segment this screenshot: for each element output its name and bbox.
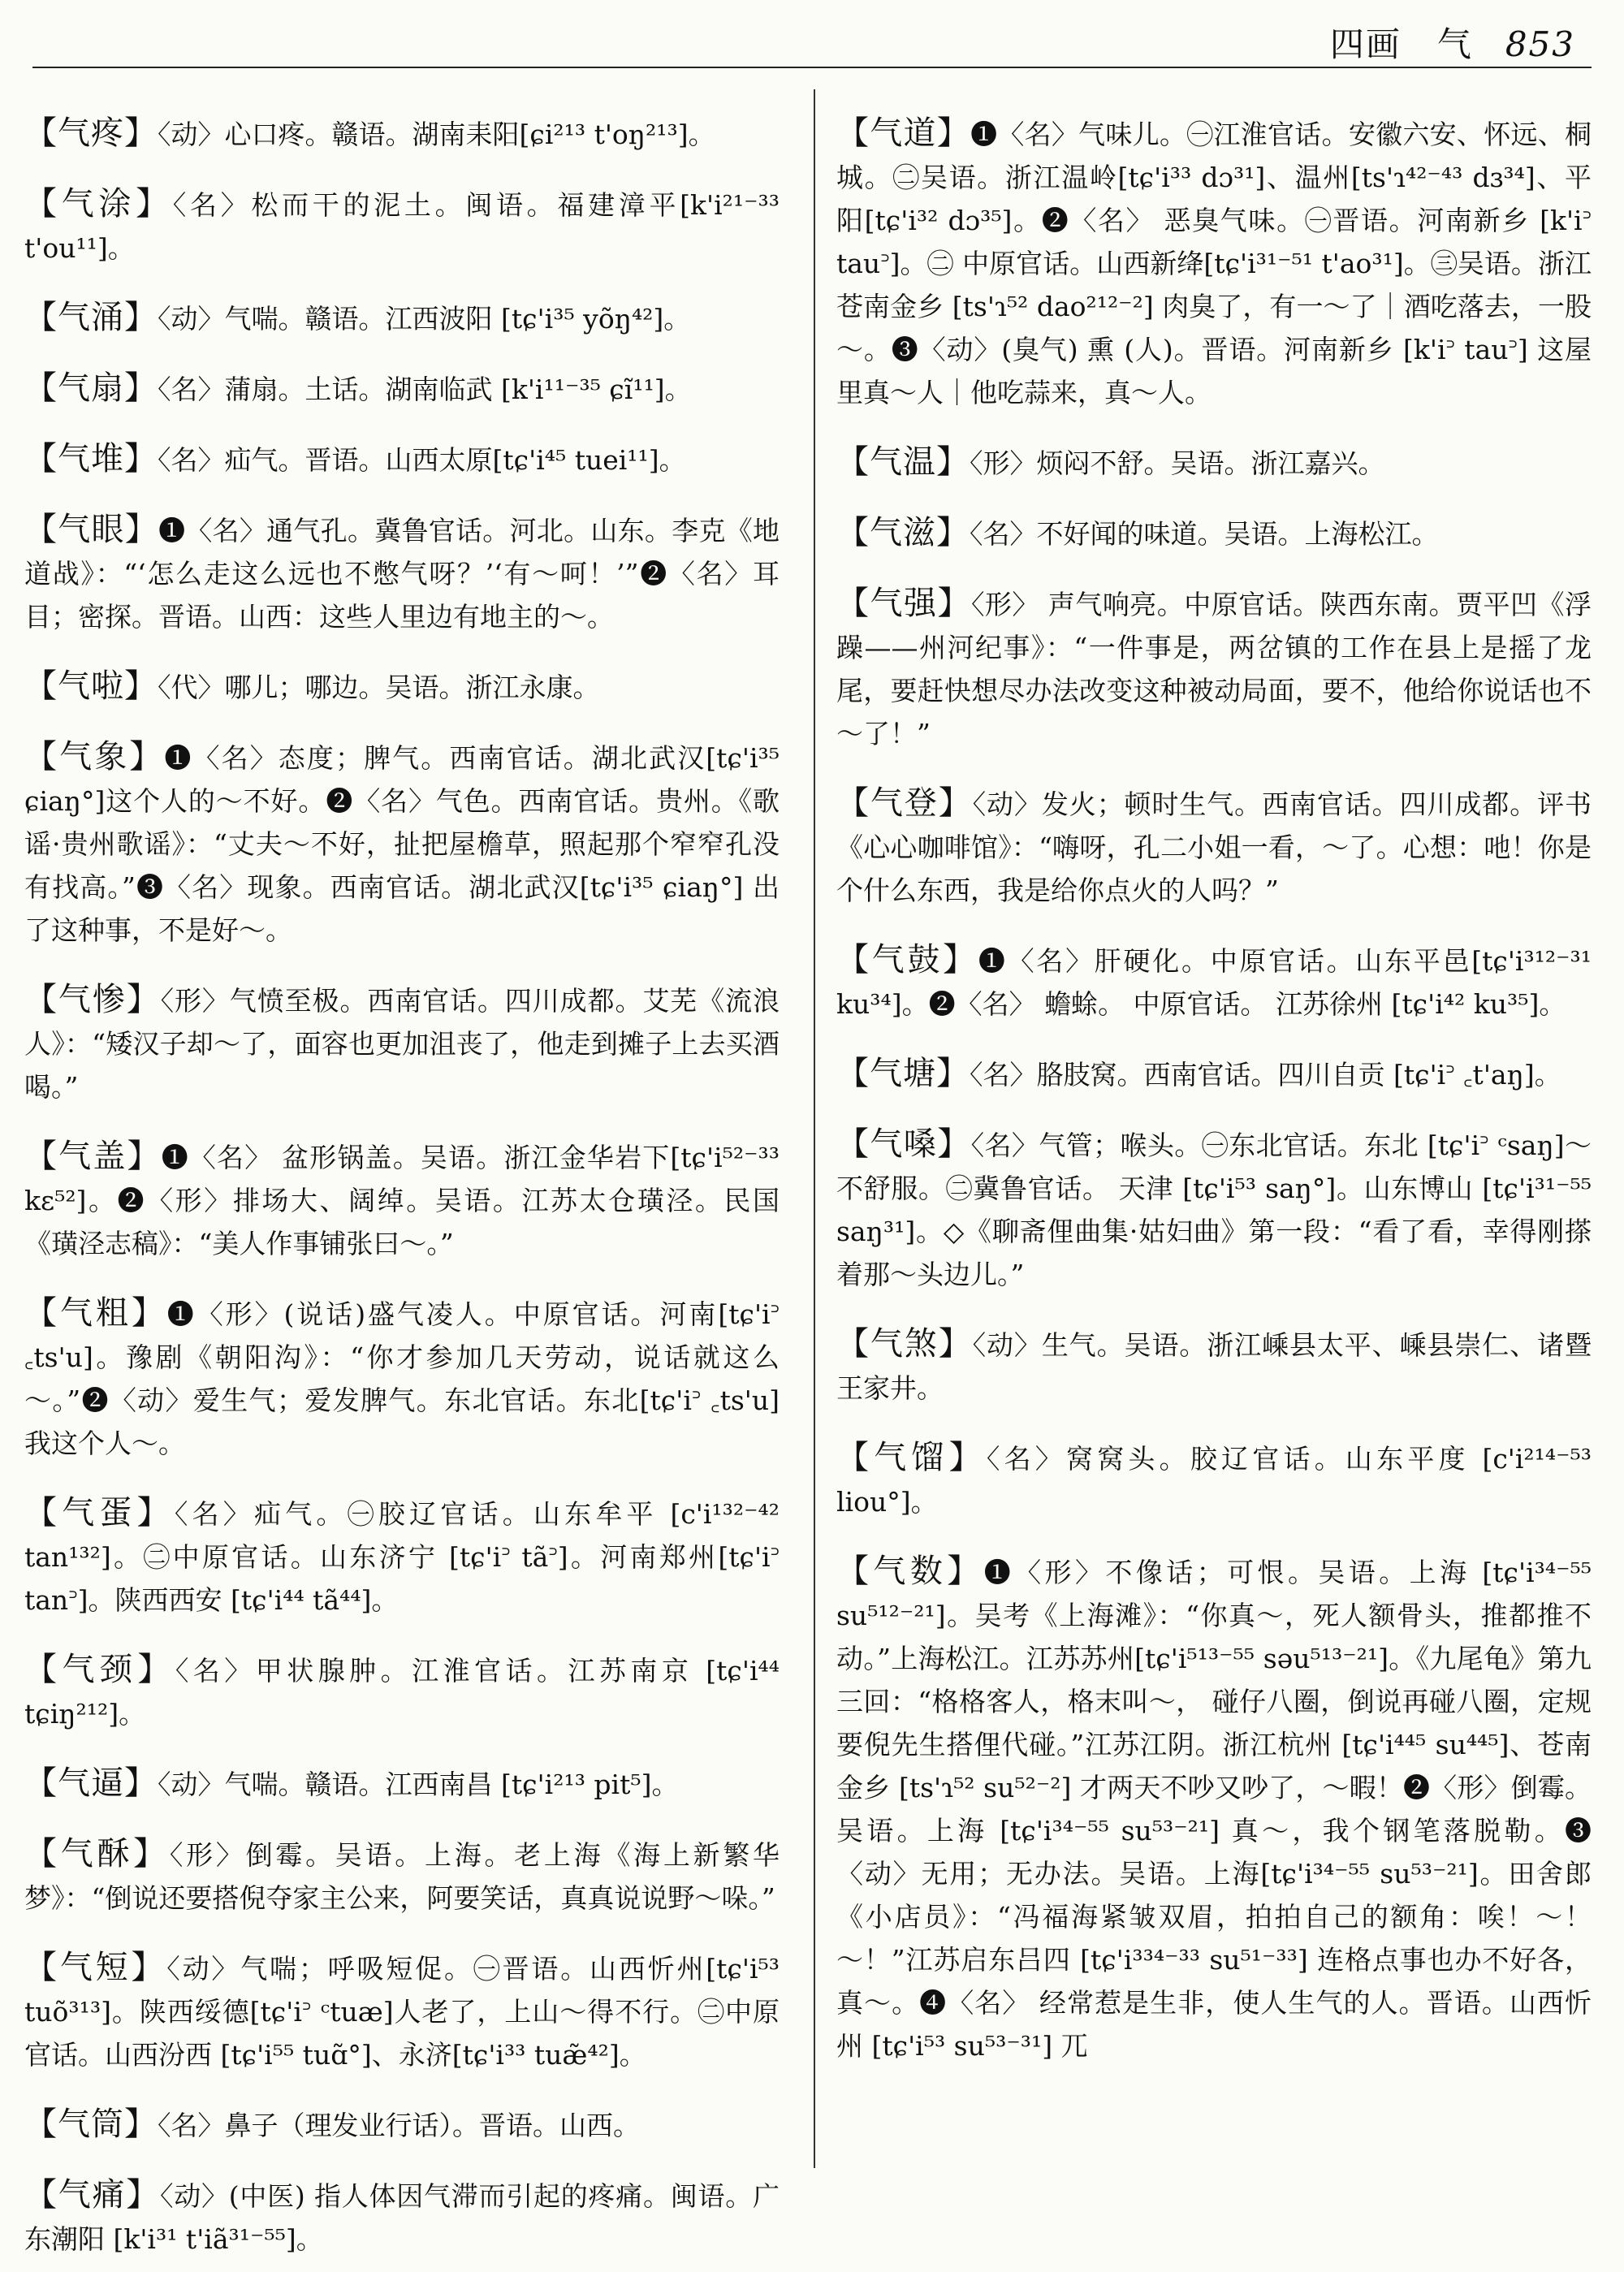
entry-definition: 〈名〉甲状腺肿。江淮官话。江苏南京 [tɕ'i⁴⁴ tɕiŋ²¹²]。 [24, 1655, 780, 1730]
dictionary-entry [836, 1550, 1592, 2067]
entry-definition: 〈动〉(中医) 指人体因气滞而引起的疼痛。闽语。广东潮阳 [k'i³¹ t'iã³¹⁻⁵⁵]。 [24, 2180, 780, 2255]
dictionary-entry [24, 1292, 780, 1465]
entry-headword: 【气象】 [24, 738, 165, 775]
entry-definition: 〈形〉气愤至极。西南官话。四川成都。艾芜《流浪人》：“矮汉子却～了，面容也更加沮丧了，他走到摊子上去买酒喝。” [24, 985, 780, 1103]
dictionary-entry [836, 1123, 1592, 1296]
entry-headword: 【气蛋】 [24, 1494, 175, 1531]
dictionary-entry [24, 1135, 780, 1265]
entry-definition: 〈名〉胳肢窝。西南官话。四川自贡 [tɕ'i꜄ ꜀t'aŋ]。 [970, 1059, 1561, 1091]
entry-definition: 〈动〉气喘。赣语。江西南昌 [tɕ'i²¹³ pit⁵]。 [158, 1769, 679, 1800]
dictionary-entry [836, 112, 1592, 414]
entry-headword: 【气嗓】 [836, 1125, 971, 1163]
entry-headword: 【气强】 [836, 585, 971, 622]
entry-definition: ❶〈名〉肝硬化。中原官话。山东平邑[tɕ'i³¹²⁻³¹ ku³⁴]。❷〈名〉 蟾蜍。 中原官话。 江苏徐州 [tɕ'i⁴² ku³⁵]。 [836, 945, 1592, 1020]
entry-headword: 【气酥】 [24, 1835, 170, 1872]
dictionary-entry [24, 508, 780, 638]
entry-definition: ❶〈形〉不像话；可恨。吴语。上海 [tɕ'i³⁴⁻⁵⁵ su⁵¹²⁻²¹]。吴考《上海滩》：“你真～，死人额骨头，推都推不动。”上海松江。江苏苏州[tɕ'i⁵¹³⁻⁵⁵ səu⁵¹³⁻²¹]。《九尾龟》第九三回：“格格客人，格末叫～， 碰仔八圈，倒说再碰八圈，定规要倪先生搭俚代碰。”江苏江阴。浙江杭州 [tɕ'i⁴⁴⁵ su⁴⁴⁵]、苍南金乡 [ts'ɿ⁵² su⁵²⁻²] 才两天不吵又吵了，～暇！❷〈形〉倒霉。吴语。上海 [tɕ'i³⁴⁻⁵⁵ su⁵³⁻²¹] 真～，我个钢笔落脱勒。❸〈动〉无用；无办法。吴语。上海[tɕ'i³⁴⁻⁵⁵ su⁵³⁻²¹]。田舍郎《小店员》：“冯福海紧皱双眉，拍拍自己的额角：唉！～！～！”江苏启东吕四 [tɕ'i³³⁴⁻³³ su⁵¹⁻³³] 连格点事也办不好各，真～。❹〈名〉 经常惹是生非，使人生气的人。晋语。山西忻州 [tɕ'i⁵³ su⁵³⁻³¹] 兀 [836, 1557, 1592, 2062]
section-label: 四画 气 [1329, 24, 1473, 64]
dictionary-entry [24, 183, 780, 270]
dictionary-entry [836, 782, 1592, 912]
entry-headword: 【气滋】 [836, 514, 970, 551]
entry-headword: 【气痛】 [24, 2176, 160, 2214]
entry-headword: 【气温】 [836, 443, 970, 481]
dictionary-entry [24, 2174, 780, 2261]
entry-definition: 〈名〉鼻子（理发业行话）。晋语。山西。 [158, 2110, 640, 2141]
entry-headword: 【气登】 [836, 784, 973, 822]
header-rule [32, 67, 1592, 68]
entry-headword: 【气啦】 [24, 667, 158, 705]
dictionary-entry [24, 367, 780, 411]
entry-definition: ❶〈名〉气味儿。㊀江淮官话。安徽六安、怀远、桐城。㊁吴语。浙江温岭[tɕ'i³³ dɔ³¹]、温州[ts'ɿ⁴²⁻⁴³ dɜ³⁴]、平阳[tɕ'i³² dɔ³⁵]。❷〈名〉 恶臭气味。㊀晋语。河南新乡 [k'i꜄ tau꜄]。㊁ 中原官话。山西新绛[tɕ'i³¹⁻⁵¹ t'ao³¹]。㊂吴语。浙江苍南金乡 [ts'ɿ⁵² dao²¹²⁻²] 肉臭了，有一～了｜酒吃落去，一股～。❸〈动〉(臭气) 熏 (人)。晋语。河南新乡 [k'i꜄ tau꜄] 这屋里真～人｜他吃蒜来，真～人。 [836, 119, 1592, 408]
dictionary-entry [24, 1492, 780, 1622]
entry-definition: ❶〈名〉态度；脾气。西南官话。湖北武汉[tɕ'i³⁵ ɕiaŋ°]这个人的～不好。❷〈名〉气色。西南官话。贵州。《歌谣·贵州歌谣》：“丈夫～不好，扯把屋檐草，照起那个窄窄孔没有找高。”❸〈名〉现象。西南官话。湖北武汉[tɕ'i³⁵ ɕiaŋ°] 出了这种事，不是好～。 [24, 742, 780, 946]
dictionary-entry [24, 112, 780, 156]
entry-definition: 〈名〉松而干的泥土。闽语。福建漳平[k'i²¹⁻³³ t'ou¹¹]。 [24, 189, 780, 264]
entry-headword: 【气堆】 [24, 440, 158, 477]
dictionary-entry [24, 438, 780, 482]
entry-headword: 【气短】 [24, 1949, 167, 1986]
entry-headword: 【气涌】 [24, 299, 158, 336]
dictionary-entry [836, 939, 1592, 1026]
dictionary-entry [24, 1648, 780, 1735]
entry-definition: 〈动〉发火；顿时生气。西南官话。四川成都。评书《心心咖啡馆》：“嗨呀，孔二小姐一看，～了。心想：吔！你是个什么东西，我是给你点火的人吗？” [836, 788, 1592, 906]
entry-headword: 【气数】 [836, 1553, 984, 1590]
page-number: 853 [1505, 24, 1575, 64]
entry-headword: 【气鼓】 [836, 941, 978, 978]
right-column [836, 85, 1592, 2079]
dictionary-entry [24, 1833, 780, 1920]
entry-definition: 〈名〉气管；喉头。㊀东北官话。东北 [tɕ'i꜄ ᶜsaŋ]～不舒服。㊁冀鲁官话。 天津 [tɕ'i⁵³ saŋ°]。山东博山 [tɕ'i³¹⁻⁵⁵ saŋ³¹]。◇《聊斋俚曲集·姑妇曲》第一段：“看了看，幸得刚搽着那～头边儿。” [836, 1130, 1592, 1290]
entry-headword: 【气馏】 [836, 1439, 987, 1476]
dictionary-entry [836, 1052, 1592, 1096]
dictionary-entry [24, 978, 780, 1108]
entry-definition: 〈动〉心口疼。赣语。湖南耒阳[ɕi²¹³ t'oŋ²¹³]。 [158, 119, 715, 150]
entry-headword: 【气扇】 [24, 369, 158, 407]
entry-definition: ❶〈名〉 盆形锅盖。吴语。浙江金华岩下[tɕ'i⁵²⁻³³ kɛ⁵²]。❷〈形〉排场大、阔绰。吴语。江苏太仓璜泾。民国《璜泾志稿》：“美人作事铺张曰～。” [24, 1142, 780, 1259]
entry-headword: 【气塘】 [836, 1055, 970, 1092]
entry-headword: 【气颈】 [24, 1651, 175, 1688]
entry-definition: 〈形〉 声气响亮。中原官话。陕西东南。贾平凹《浮躁——州河纪事》：“一件事是，两岔镇的工作在县上是摇了龙尾，要赶快想尽办法改变这种被动局面，要不，他给你说话也不～了！” [836, 589, 1592, 749]
entry-headword: 【气盖】 [24, 1138, 162, 1175]
column-divider [814, 89, 815, 2168]
dictionary-entry [836, 512, 1592, 555]
entry-headword: 【气涂】 [24, 185, 173, 222]
dictionary-entry [836, 1323, 1592, 1410]
dictionary-entry [24, 296, 780, 340]
entry-definition: 〈动〉气喘。赣语。江西波阳 [tɕ'i³⁵ yõŋ⁴²]。 [158, 303, 691, 335]
entry-headword: 【气惨】 [24, 981, 161, 1018]
entry-definition: 〈形〉倒霉。吴语。上海。老上海《海上新繁华梦》：“倒说还要搭倪夺家主公来，阿要笑话，真真说说野～哚。” [24, 1839, 780, 1914]
dictionary-entry [24, 736, 780, 952]
entry-headword: 【气眼】 [24, 511, 159, 548]
entry-definition: ❶〈名〉通气孔。冀鲁官话。河北。山东。李克《地道战》：“‘怎么走这么远也不憋气呀？’‘有～呵！’”❷〈名〉耳目；密探。晋语。山西：这些人里边有地主的～。 [24, 515, 780, 633]
entry-definition: 〈动〉气喘；呼吸短促。㊀晋语。山西忻州[tɕ'i⁵³ tuõ³¹³]。陕西绥德[tɕ'i꜄ ᶜtuæ]人老了，上山～得不行。㊁中原官话。山西汾西 [tɕ'i⁵⁵ tuɑ̃°]、永济[tɕ'i³³ tuæ̃⁴²]。 [24, 1953, 780, 2071]
entry-definition: 〈代〉哪儿；哪边。吴语。浙江永康。 [158, 672, 600, 703]
dictionary-entry [24, 2103, 780, 2147]
entry-definition: 〈名〉疝气。晋语。山西太原[tɕ'i⁴⁵ tuei¹¹]。 [158, 444, 686, 476]
entry-headword: 【气疼】 [24, 114, 158, 152]
dictionary-entry [836, 1436, 1592, 1523]
entry-definition: ❶〈形〉(说话)盛气凌人。中原官话。河南[tɕ'i꜄ ꜀ts'u]。豫剧《朝阳沟》：“你才参加几天劳动，说话就这么～。”❷〈动〉爱生气；爱发脾气。东北官话。东北[tɕ'i꜄ ꜀ts'u] 我这个人～。 [24, 1298, 780, 1459]
dictionary-entry [836, 441, 1592, 485]
entry-headword: 【气道】 [836, 114, 971, 152]
entry-definition: 〈名〉疝气。㊀胶辽官话。山东牟平 [c'i¹³²⁻⁴² tan¹³²]。㊁中原官话。山东济宁 [tɕ'i꜄ tã꜄]。河南郑州[tɕ'i꜄ tan꜄]。陕西西安 [tɕ'i⁴⁴ tã⁴⁴]。 [24, 1498, 780, 1616]
entry-definition: 〈形〉烦闷不舒。吴语。浙江嘉兴。 [970, 447, 1385, 479]
entry-headword: 【气煞】 [836, 1325, 973, 1363]
dictionary-entry [24, 665, 780, 709]
entry-headword: 【气筒】 [24, 2106, 158, 2143]
dictionary-entry [24, 1762, 780, 1806]
dictionary-entry [836, 582, 1592, 755]
entry-definition: 〈动〉生气。吴语。浙江嵊县太平、嵊县崇仁、诸暨王家井。 [836, 1329, 1592, 1404]
running-head [1330, 18, 1575, 67]
entry-headword: 【气粗】 [24, 1294, 167, 1332]
entry-definition: 〈名〉不好闻的味道。吴语。上海松江。 [970, 518, 1439, 550]
entry-headword: 【气逼】 [24, 1764, 158, 1802]
left-column [24, 85, 780, 2272]
dictionary-entry [24, 1946, 780, 2076]
entry-definition: 〈名〉蒲扇。土话。湖南临武 [k'i¹¹⁻³⁵ ɕĩ¹¹]。 [158, 374, 692, 405]
entry-definition: 〈名〉窝窝头。胶辽官话。山东平度 [c'i²¹⁴⁻⁵³ liou°]。 [836, 1443, 1592, 1518]
